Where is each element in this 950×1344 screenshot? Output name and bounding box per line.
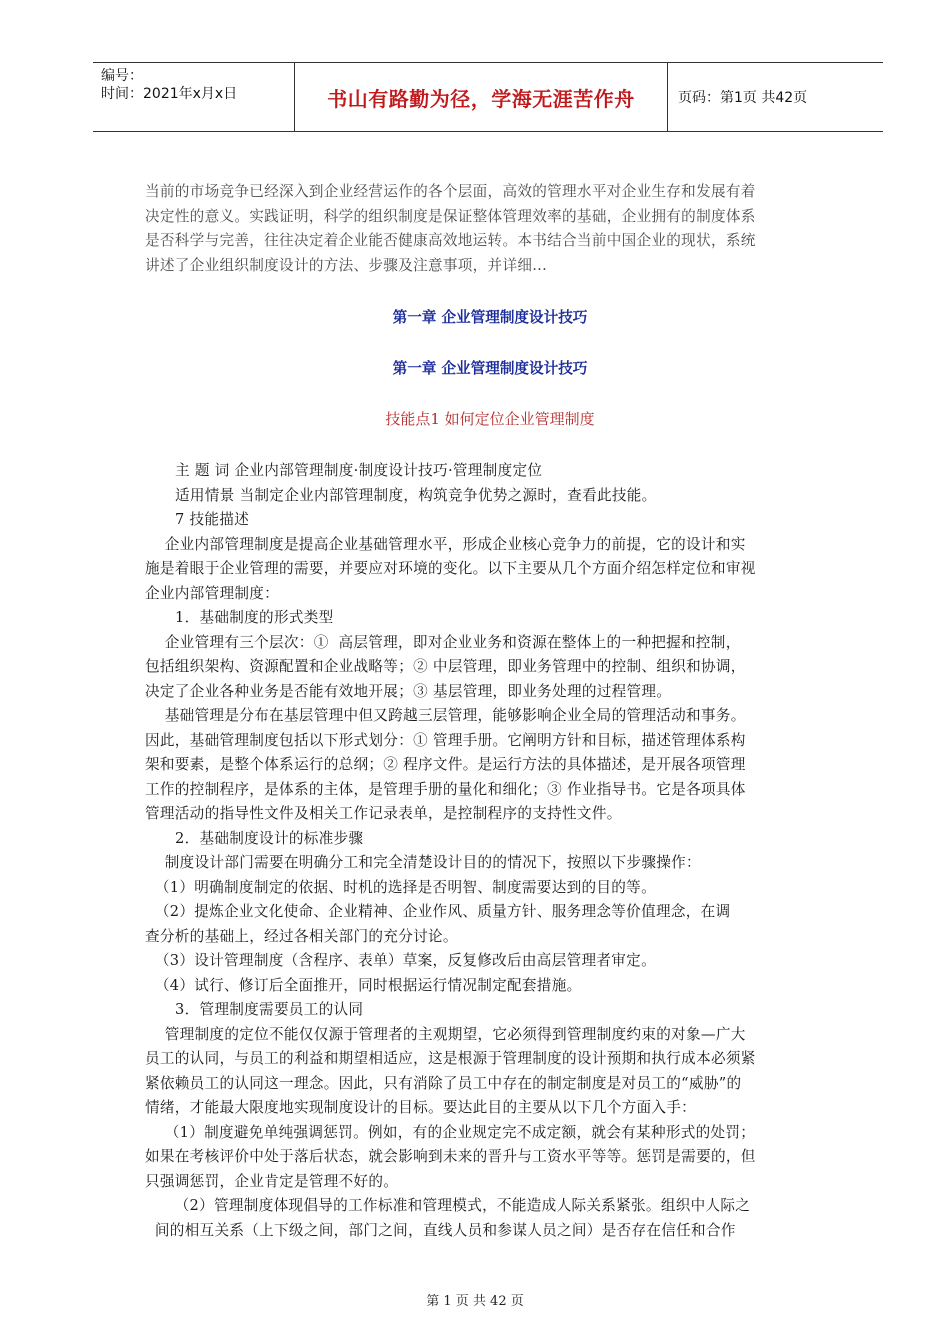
page-info: 页码：第1页 共42页	[678, 90, 808, 106]
chapter-title: 第一章 企业管理制度设计技巧	[392, 360, 588, 377]
paragraph-line: 情绪，才能最大限度地实现制度设计的目标。要达此目的主要从以下几个方面入手：	[145, 1099, 697, 1116]
paragraph-line: 制度设计部门需要在明确分工和完全清楚设计目的的情况下，按照以下步骤操作：	[145, 854, 701, 871]
section-heading: 2．基础制度设计的标准步骤	[175, 829, 364, 847]
motto: 书山有路勤为径，学海无涯苦作舟	[295, 63, 668, 131]
body-text	[145, 459, 835, 1243]
paragraph-line: 管理制度的定位不能仅仅源于管理者的主观期望，它必须得到管理制度约束的对象—广大	[145, 1025, 746, 1043]
section-heading: 1．基础制度的形式类型	[175, 609, 334, 626]
chapter-title: 第一章 企业管理制度设计技巧	[392, 309, 588, 326]
paragraph-line: 只强调惩罚，企业肯定是管理不好的。	[145, 1172, 399, 1190]
abstract	[145, 180, 835, 278]
keywords-line: 主 题 词 企业内部管理制度·制度设计技巧·管理制度定位	[175, 462, 543, 479]
list-item: （2）提炼企业文化使命、企业精神、企业作风、质量方针、服务理念等价值理念，在调	[145, 903, 731, 920]
list-item: （4）试行、修订后全面推开，同时根据运行情况制定配套措施。	[145, 976, 582, 994]
paragraph-line: 决定了企业各种业务是否能有效地开展；③ 基层管理，即业务处理的过程管理。	[145, 682, 672, 700]
paragraph-line: 紧依赖员工的认同这一理念。因此，只有消除了员工中存在的制定制度是对员工的“威胁”的	[145, 1074, 742, 1092]
paragraph-line: 企业内部管理制度：	[145, 584, 280, 602]
paragraph-line: 施是着眼于企业管理的需要，并要应对环境的变化。以下主要从几个方面介绍怎样定位和审视	[145, 560, 756, 577]
list-item: （2）管理制度体现倡导的工作标准和管理模式，不能造成人际关系紧张。组织中人际之	[145, 1197, 751, 1214]
paragraph-line: 企业管理有三个层次：① 高层管理，即对企业业务和资源在整体上的一种把握和控制，	[145, 633, 741, 651]
paragraph-line: 如果在考核评价中处于落后状态，就会影响到未来的晋升与工资水平等等。惩罚是需要的，但	[145, 1148, 756, 1165]
abstract-line: 是否科学与完善，往往决定着企业能否健康高效地运转。本书结合当前中国企业的现状，系统	[145, 232, 756, 249]
paragraph-line: 员工的认同，与员工的利益和期望相适应，这是根源于管理制度的设计预期和执行成本必须紧	[145, 1050, 756, 1067]
abstract-line: 当前的市场竞争已经深入到企业经营运作的各个层面，高效的管理水平对企业生存和发展有着	[145, 183, 756, 200]
abstract-line: 决定性的意义。实践证明，科学的组织制度是保证整体管理效率的基础，企业拥有的制度体系	[145, 207, 756, 225]
abstract-line: 讲述了企业组织制度设计的方法、步骤及注意事项，并详细...	[145, 256, 548, 274]
document-body	[145, 180, 835, 1243]
scenario-line: 适用情景 当制定企业内部管理制度，构筑竞争优势之源时，查看此技能。	[175, 486, 657, 504]
header-table	[93, 62, 883, 132]
section-heading: 3．管理制度需要员工的认同	[175, 1001, 364, 1018]
paragraph-line: 架和要素，是整个体系运行的总纲；② 程序文件。是运行方法的具体描述，是开展各项管理	[145, 756, 746, 773]
section-heading: 7 技能描述	[175, 511, 250, 528]
paragraph-line: 包括组织架构、资源配置和企业战略等；② 中层管理，即业务管理中的控制、组织和协调，	[145, 658, 746, 675]
paragraph-line: 查分析的基础上，经过各相关部门的充分讨论。	[145, 927, 458, 945]
paragraph-line: 工作的控制程序，是体系的主体，是管理手册的量化和细化；③ 作业指导书。它是各项具体	[145, 780, 746, 798]
header-meta-cell	[93, 63, 295, 131]
skill-title: 技能点1 如何定位企业管理制度	[385, 410, 595, 428]
time-label: 时间：2021年x月x日	[101, 86, 238, 102]
paragraph-line: 基础管理是分布在基层管理中但又跨越三层管理，能够影响企业全局的管理活动和事务。	[145, 707, 746, 724]
paragraph-line: 企业内部管理制度是提高企业基础管理水平，形成企业核心竞争力的前提，它的设计和实	[145, 535, 746, 553]
paragraph-line: 管理活动的指导性文件及相关工作记录表单，是控制程序的支持性文件。	[145, 805, 622, 822]
paragraph-line: 间的相互关系（上下级之间，部门之间，直线人员和参谋人员之间）是否存在信任和合作	[145, 1221, 736, 1239]
list-item: （1）明确制度制定的依据、时机的选择是否明智、制度需要达到的目的等。	[145, 878, 656, 896]
number-label: 编号：	[101, 68, 143, 84]
page-footer: 第 1 页 共 42 页	[426, 1294, 524, 1309]
paragraph-line: 因此，基础管理制度包括以下形式划分：① 管理手册。它阐明方针和目标，描述管理体系构	[145, 731, 746, 749]
list-item: （1）制度避免单纯强调惩罚。例如，有的企业规定完不成定额，就会有某种形式的处罚；	[145, 1123, 756, 1141]
list-item: （3）设计管理制度（含程序、表单）草案，反复修改后由高层管理者审定。	[145, 952, 656, 969]
